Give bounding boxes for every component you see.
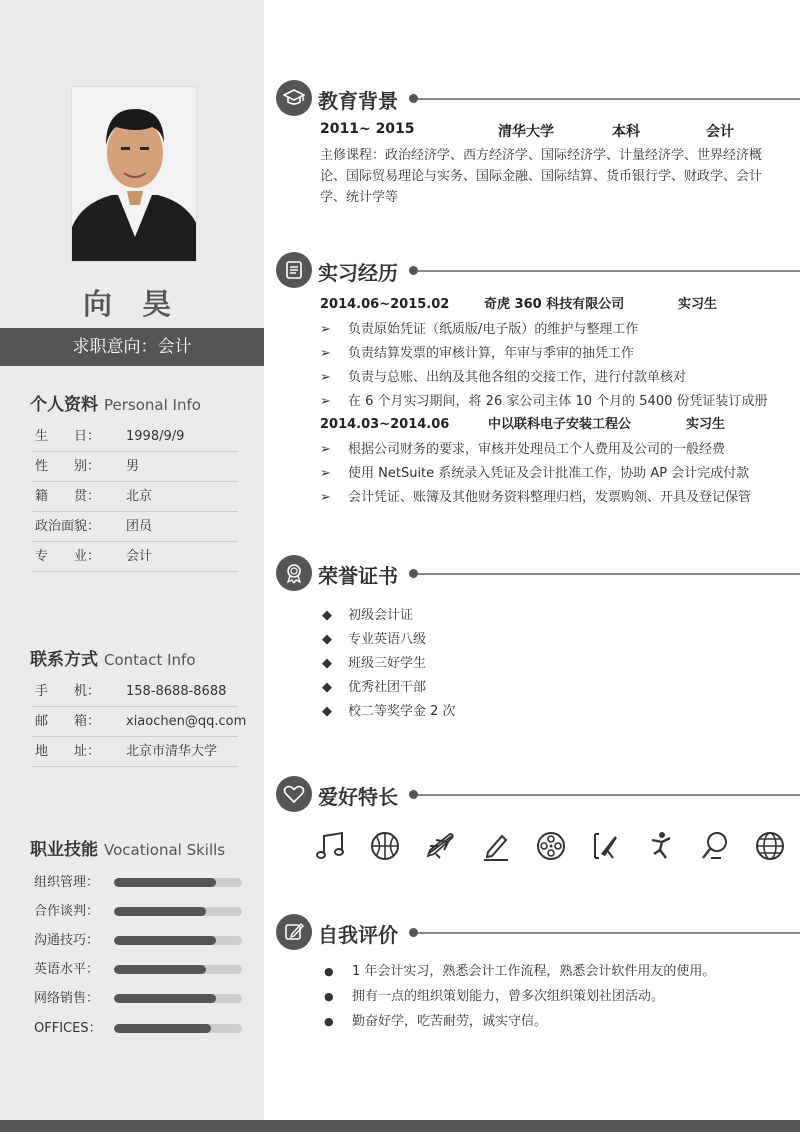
- hobbies-title: 爱好特长: [318, 785, 398, 809]
- skill-bar-fill: [114, 1024, 211, 1033]
- award-medal-icon: [276, 555, 312, 591]
- self-eval-header: [276, 914, 800, 950]
- duty-text: 负责与总账、出纳及其他各组的交接工作，进行付款单核对: [348, 370, 687, 385]
- self-eval-title: 自我评价: [318, 923, 398, 947]
- globe-icon: [752, 828, 788, 864]
- skill-bar-track: [114, 965, 242, 974]
- arrow-bullet-icon: ➢: [320, 370, 331, 385]
- field-label: 专 业：: [35, 549, 101, 564]
- dot-bullet-icon: ●: [324, 990, 334, 1003]
- duty-text: 在 6 个月实习期间，将 26 家公司主体 10 个月的 5400 份凭证装订成册: [348, 394, 768, 409]
- honor-text: 班级三好学生: [348, 656, 427, 671]
- field-label: 手 机：: [35, 684, 101, 699]
- header-dot: [409, 266, 418, 275]
- email-value: xiaochen@qq.com: [126, 714, 247, 729]
- document-icon: [276, 252, 312, 288]
- job-company: 奇虎 360 科技有限公司: [484, 297, 625, 312]
- field-label: 政治面貌：: [35, 519, 101, 534]
- personal-info-title: [30, 390, 201, 415]
- personal-info-row: [32, 512, 238, 542]
- job-period: 2014.03~2014.06: [320, 417, 450, 432]
- skill-label: 合作谈判：: [34, 904, 100, 919]
- skills-title: [30, 835, 225, 860]
- skill-bar-fill: [114, 907, 206, 916]
- arrow-bullet-icon: ➢: [320, 394, 331, 409]
- hobbies-header: [276, 776, 800, 812]
- duty-text: 负责原始凭证（纸质版/电子版）的维护与整理工作: [348, 322, 639, 337]
- honor-text: 初级会计证: [348, 608, 414, 623]
- dot-bullet-icon: ●: [324, 965, 334, 978]
- skill-bar-fill: [114, 878, 216, 887]
- candidate-name: 向 昊: [82, 287, 182, 321]
- honor-text: 优秀社团干部: [348, 680, 427, 695]
- skill-label: 组织管理：: [34, 875, 100, 890]
- personal-info-row: [32, 482, 238, 512]
- contact-info-title: [30, 645, 196, 670]
- skills-title-cn: 职业技能: [30, 840, 98, 860]
- skill-label: 沟通技巧：: [34, 933, 100, 948]
- header-line: [418, 794, 800, 796]
- skill-bar-fill: [114, 994, 216, 1003]
- skill-label: 网络销售：: [34, 991, 100, 1006]
- field-value: 1998/9/9: [126, 429, 185, 444]
- phone-value: 158-8688-8688: [126, 684, 227, 699]
- education-degree: 本科: [612, 124, 640, 140]
- self-eval-text: 拥有一点的组织策划能力，曾多次组织策划社团活动。: [352, 989, 665, 1004]
- skill-bar-track: [114, 1024, 242, 1033]
- heart-icon: [276, 776, 312, 812]
- field-value: 男: [126, 459, 140, 474]
- field-label: 籍 贯：: [35, 489, 101, 504]
- self-eval-text: 1 年会计实习，熟悉会计工作流程，熟悉会计软件用友的使用。: [352, 964, 716, 979]
- header-line: [418, 932, 800, 934]
- dance-icon: [642, 828, 678, 864]
- field-value: 团员: [126, 519, 153, 534]
- diamond-bullet-icon: ◆: [322, 680, 332, 695]
- education-title: 教育背景: [318, 89, 398, 113]
- job-role: 实习生: [678, 297, 718, 312]
- field-value: 北京: [126, 489, 153, 504]
- field-label: 地 址：: [35, 744, 101, 759]
- dot-bullet-icon: ●: [324, 1015, 334, 1028]
- job-period: 2014.06~2015.02: [320, 297, 450, 312]
- arrow-bullet-icon: ➢: [320, 346, 331, 361]
- education-header: [276, 80, 800, 116]
- courses-text: 主修课程：政治经济学、西方经济学、国际经济学、计量经济学、世界经济概论、国际贸易理论与实务、国际金融、国际结算、货币银行学、财政学、会计学、统计学等: [320, 148, 763, 205]
- address-value: 北京市清华大学: [126, 744, 218, 759]
- graduation-cap-icon: [276, 80, 312, 116]
- header-dot: [409, 928, 418, 937]
- duty-text: 会计凭证、账簿及其他财务资料整理归档，发票购领、开具及登记保管: [348, 490, 752, 505]
- field-label: 生 日：: [35, 429, 101, 444]
- skill-row: [34, 985, 244, 1013]
- diamond-bullet-icon: ◆: [322, 704, 332, 719]
- diamond-bullet-icon: ◆: [322, 608, 332, 623]
- personal-info-row: [32, 542, 238, 572]
- skill-label: 英语水平：: [34, 962, 100, 977]
- job-intention: 求职意向：会计: [0, 328, 264, 366]
- edit-pen-icon: [276, 914, 312, 950]
- skill-bar-track: [114, 994, 242, 1003]
- education-major: 会计: [706, 124, 734, 140]
- personal-info-title-cn: 个人资料: [30, 395, 98, 415]
- honor-text: 专业英语八级: [348, 632, 427, 647]
- personal-info-row: [32, 422, 238, 452]
- skill-row: [34, 869, 244, 897]
- personal-info-row: [32, 452, 238, 482]
- skills-title-en: Vocational Skills: [104, 841, 226, 859]
- arrow-bullet-icon: ➢: [320, 466, 331, 481]
- header-line: [418, 98, 800, 100]
- internship-header: [276, 252, 800, 288]
- basketball-icon: [367, 828, 403, 864]
- honor-text: 校二等奖学金 2 次: [348, 704, 456, 719]
- honors-header: [276, 555, 800, 591]
- job-company: 中以联科电子安装工程公: [488, 417, 632, 432]
- duty-text: 根据公司财务的要求，审核并处理员工个人费用及公司的一般经费: [348, 442, 726, 457]
- skill-bar-fill: [114, 936, 216, 945]
- contact-info-title-en: Contact Info: [104, 651, 196, 669]
- contact-info-row: [32, 677, 238, 707]
- diamond-bullet-icon: ◆: [322, 632, 332, 647]
- education-period: 2011~ 2015: [320, 121, 415, 137]
- skill-bar-fill: [114, 965, 206, 974]
- skill-bar-track: [114, 907, 242, 916]
- skill-bar-track: [114, 936, 242, 945]
- header-line: [418, 573, 800, 575]
- bottom-bar: [0, 1120, 800, 1132]
- airplane-icon: [422, 828, 458, 864]
- calligraphy-icon: [587, 828, 623, 864]
- film-reel-icon: [533, 828, 569, 864]
- skill-row: [34, 927, 244, 955]
- skill-bar-track: [114, 878, 242, 887]
- writing-icon: [478, 828, 514, 864]
- duty-text: 负责结算发票的审核计算，年审与季审的抽凭工作: [348, 346, 635, 361]
- education-school: 清华大学: [498, 124, 554, 140]
- skill-row: [34, 956, 244, 984]
- duty-text: 使用 NetSuite 系统录入凭证及会计批准工作，协助 AP 会计完成付款: [348, 466, 750, 481]
- diamond-bullet-icon: ◆: [322, 656, 332, 671]
- badminton-icon: [697, 828, 733, 864]
- arrow-bullet-icon: ➢: [320, 490, 331, 505]
- header-dot: [409, 790, 418, 799]
- header-dot: [409, 569, 418, 578]
- internship-title: 实习经历: [318, 261, 398, 285]
- self-eval-text: 勤奋好学，吃苦耐劳，诚实守信。: [352, 1014, 548, 1029]
- contact-info-title-cn: 联系方式: [30, 650, 98, 670]
- personal-info-title-en: Personal Info: [104, 396, 201, 414]
- skill-row: [34, 898, 244, 926]
- job-role: 实习生: [686, 417, 726, 432]
- contact-info-row: [32, 737, 238, 767]
- field-value: 会计: [126, 549, 153, 564]
- arrow-bullet-icon: ➢: [320, 322, 331, 337]
- profile-photo: [71, 86, 197, 262]
- music-icon: [312, 828, 348, 864]
- field-label: 性 别：: [35, 459, 101, 474]
- skill-row: [34, 1015, 244, 1043]
- hobby-icons: [312, 828, 788, 864]
- contact-info-row: [32, 707, 247, 737]
- skill-label: OFFICES：: [34, 1021, 102, 1036]
- header-line: [418, 270, 800, 272]
- arrow-bullet-icon: ➢: [320, 442, 331, 457]
- field-label: 邮 箱：: [35, 714, 101, 729]
- honors-title: 荣誉证书: [318, 564, 398, 588]
- header-dot: [409, 94, 418, 103]
